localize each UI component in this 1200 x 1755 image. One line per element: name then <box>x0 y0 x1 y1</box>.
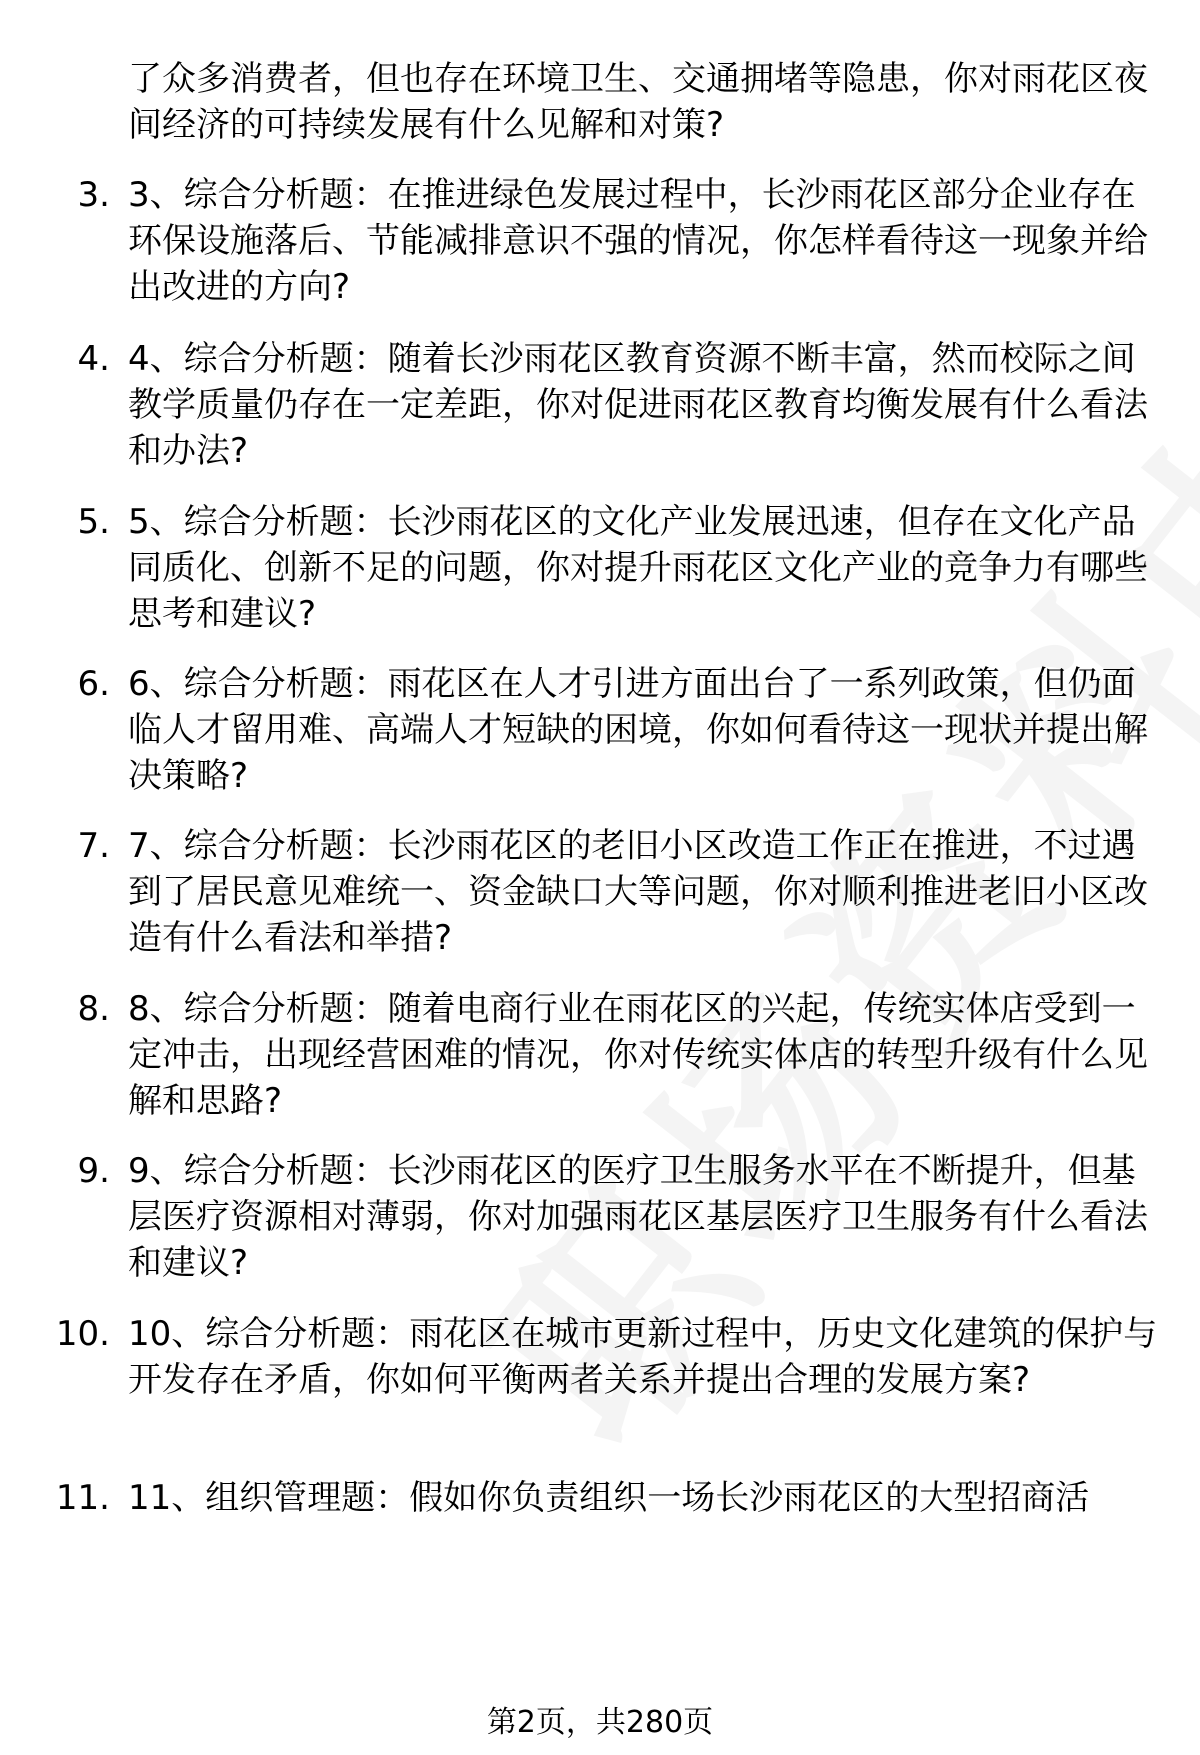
list-item-text: 9、综合分析题：长沙雨花区的医疗卫生服务水平在不断提升，但基层医疗资源相对薄弱，你对加强雨花区基层医疗卫生服务有什么看法和建议? <box>128 1151 1148 1283</box>
list-item-text: 6、综合分析题：雨花区在人才引进方面出台了一系列政策，但仍面临人才留用难、高端人才短缺的困境，你如何看待这一现状并提出解决策略? <box>128 664 1148 796</box>
list-item-text: 7、综合分析题：长沙雨花区的老旧小区改造工作正在推进，不过遇到了居民意见难统一、资金缺口大等问题，你对顺利推进老旧小区改造有什么看法和举措? <box>128 826 1148 958</box>
watermark <box>408 113 1200 1499</box>
continuation-paragraph: 了众多消费者，但也存在环境卫生、交通拥堵等隐患，你对雨花区夜间经济的可持续发展有什么见解和对策? <box>128 59 1148 145</box>
list-item-text: 8、综合分析题：随着电商行业在雨花区的兴起，传统实体店受到一定冲击，出现经营困难的情况，你对传统实体店的转型升级有什么见解和思路? <box>128 989 1148 1121</box>
list-item-text: 11、组织管理题：假如你负责组织一场长沙雨花区的大型招商活 <box>128 1478 1090 1518</box>
list-item-number: 11. <box>55 1478 110 1518</box>
list-item-number: 4. <box>77 339 110 379</box>
page-footer: 第2页，共280页 <box>486 1705 714 1740</box>
list-item-text: 3、综合分析题：在推进绿色发展过程中，长沙雨花区部分企业存在环保设施落后、节能减排意识不强的情况，你怎样看待这一现象并给出改进的方向? <box>128 175 1148 307</box>
list-item-number: 10. <box>55 1314 110 1354</box>
list-item-number: 5. <box>77 502 110 542</box>
list-item-number: 6. <box>77 664 110 704</box>
list-item-text: 4、综合分析题：随着长沙雨花区教育资源不断丰富，然而校际之间教学质量仍存在一定差距，你对促进雨花区教育均衡发展有什么看法和办法? <box>128 339 1148 471</box>
list-item-number: 3. <box>77 175 110 215</box>
list-item-number: 7. <box>77 826 110 866</box>
list-item-text: 5、综合分析题：长沙雨花区的文化产业发展迅速，但存在文化产品同质化、创新不足的问题，你对提升雨花区文化产业的竞争力有哪些思考和建议? <box>128 502 1148 634</box>
list-item-number: 8. <box>77 989 110 1029</box>
list-item-number: 9. <box>77 1151 110 1191</box>
list-item-text: 10、综合分析题：雨花区在城市更新过程中，历史文化建筑的保护与开发存在矛盾，你如何平衡两者关系并提出合理的发展方案? <box>128 1314 1158 1400</box>
